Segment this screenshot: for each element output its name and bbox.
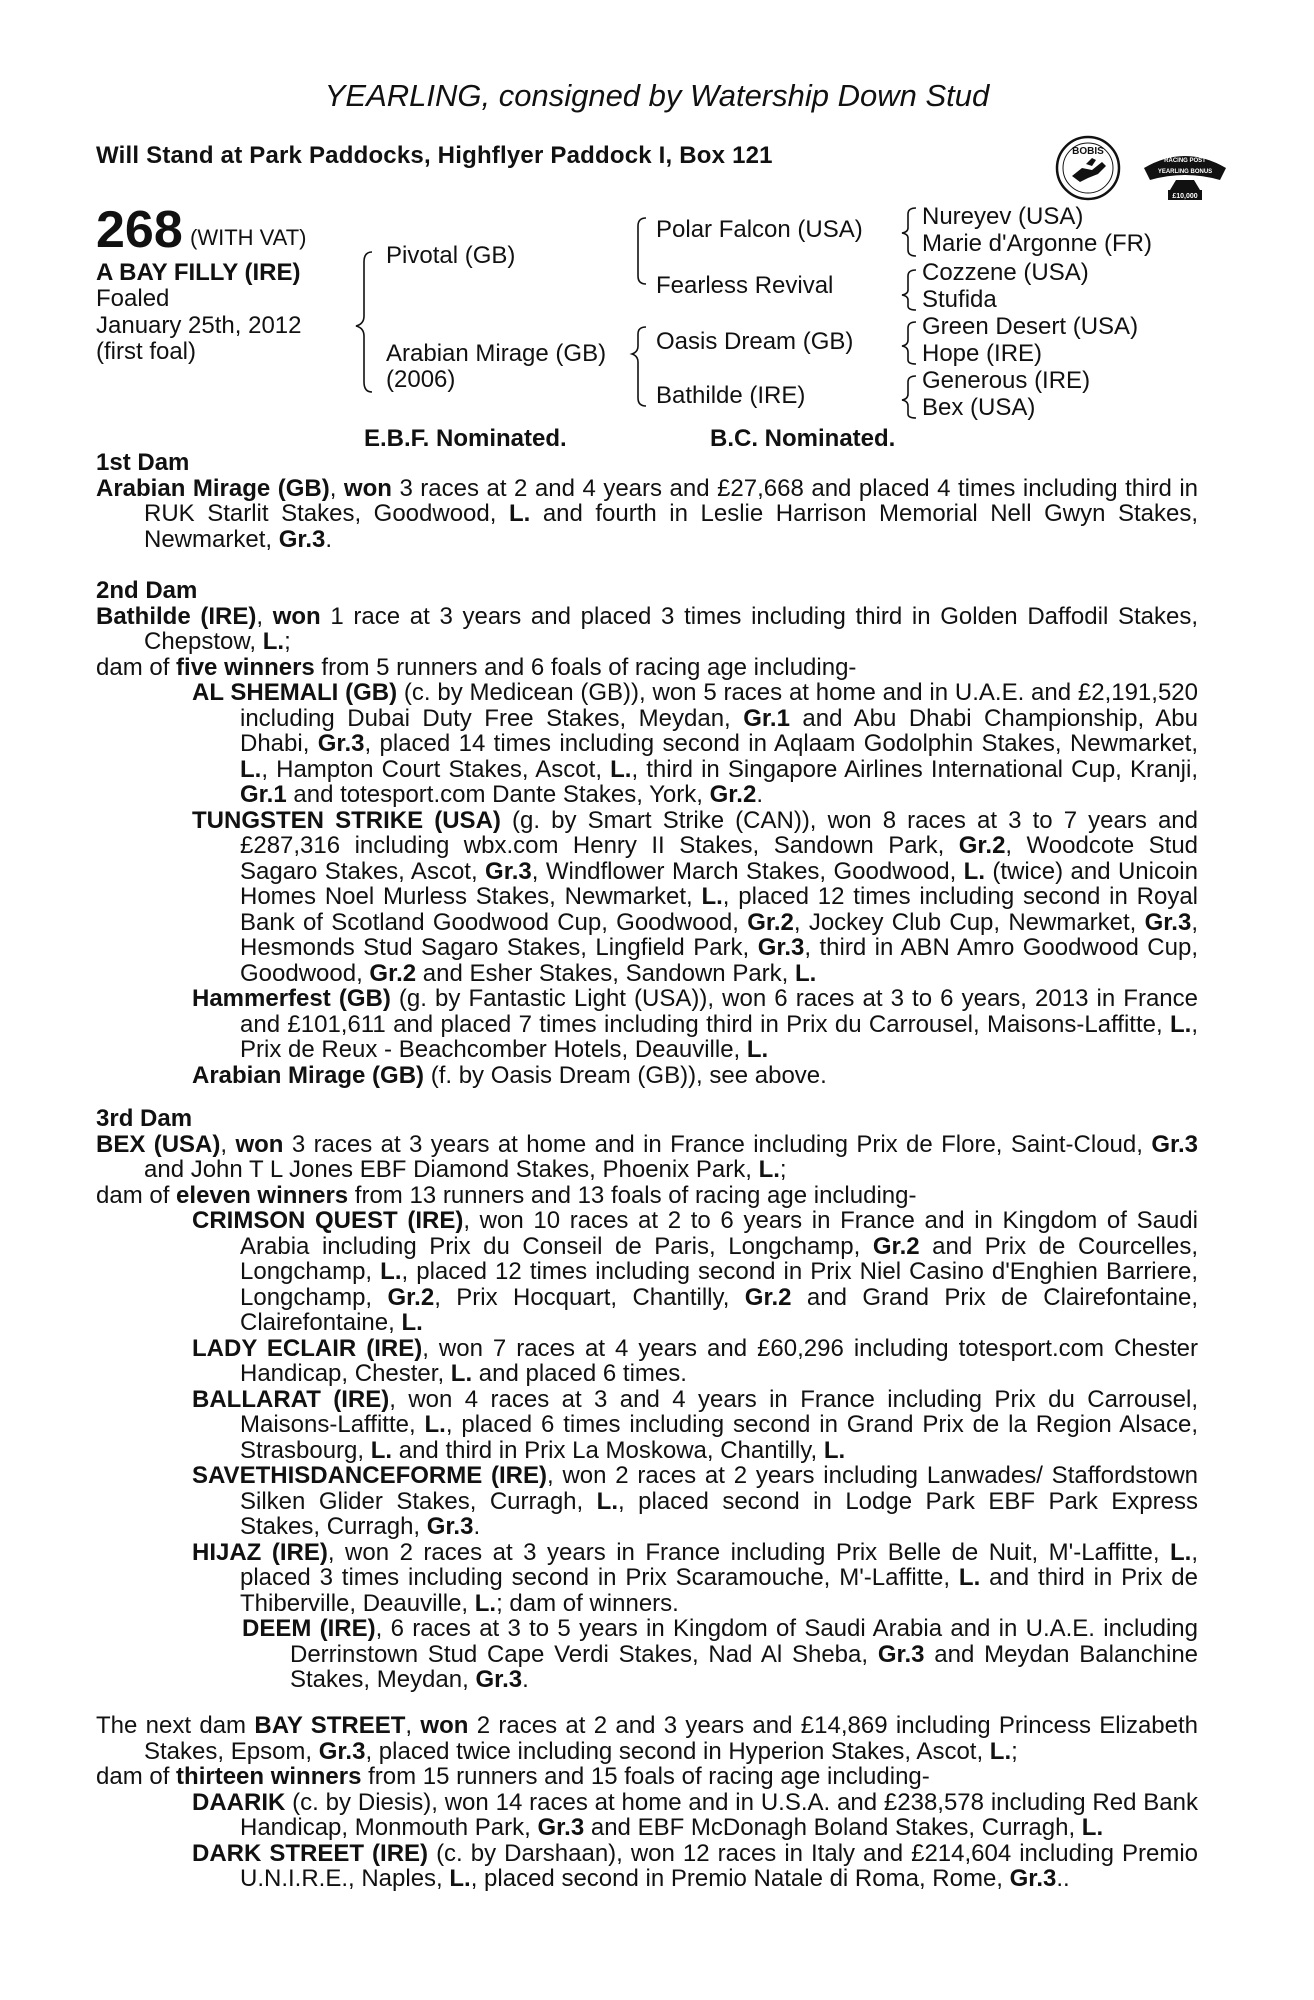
third-dam-record: BEX (USA), won 3 races at 3 years at home and in France including Prix de Flore, Saint-Cloud, Gr.3 and John T L Jones EBF Diamond Stakes, Phoenix Park, L.; [96,1130,1199,1183]
second-dam-record: Bathilde (IRE), won 1 race at 3 years and placed 3 times including third in Golden Daffodil Stakes, Chepstow, L.; [96,602,1198,655]
first-dam-record: Arabian Mirage (GB), won 3 races at 2 and 4 years and £27,668 and placed 4 times including third in RUK Starlit Stakes, Goodwood, L. and fourth in Leslie Harrison Memorial Nell Gwyn Stakes, Newmarket, Gr.3. [96,474,1199,553]
svg-text:YEARLING BONUS: YEARLING BONUS [1157,169,1213,175]
pedigree-sire-dam: Fearless Revival [656,272,834,299]
second-dam-heading: 2nd Dam [96,577,198,604]
pedigree-dam-dam: Bathilde (IRE) [656,382,806,409]
svg-text:RACING POST: RACING POST [1164,158,1206,164]
bc-nominated: B.C. Nominated. [710,425,896,452]
pedigree-g3-3: Cozzene (USA) [922,259,1089,286]
list-item: LADY ECLAIR (IRE), won 7 races at 4 years and £60,296 including totesport.com Chester Handicap, Chester, L. and placed 6 times. [192,1334,1198,1387]
list-item: TUNGSTEN STRIKE (USA) (g. by Smart Strike (CAN)), won 8 races at 3 to 7 years and £287,316 including wbx.com Henry II Stakes, Sandown Park, Gr.2, Woodcote Stud Sagaro Stakes, Ascot, Gr.3, Windflower March Stakes, Goodwood, L. (twice) and Unicoin Homes Noel Murless Stakes, Newmarket, L., placed 12 times including second in Royal Bank of Scotland Goodwood Cup, Goodwood, Gr.2, Jockey Club Cup, Newmarket, Gr.3, Hesmonds Stud Sagaro Stakes, Lingfield Park, Gr.3, third in ABN Amro Goodwood Cup, Goodwood, Gr.2 and Esher Stakes, Sandown Park, L. [192,806,1199,987]
list-item-sub: DEEM (IRE), 6 races at 3 to 5 years in Kingdom of Saudi Arabia and in U.A.E. including Derrinstown Stud Cape Verdi Stakes, Nad Al Sheba, Gr.3 and Meydan Balanchine Stakes, Meydan, Gr.3. [242,1615,1199,1693]
foaled-label: Foaled [96,285,170,312]
list-item: BALLARAT (IRE), won 4 races at 3 and 4 years in France including Prix du Carrousel, Maisons-Laffitte, L., placed 6 times including second in Grand Prix de la Region Alsace, Strasbourg, L. and third in Prix La Moskowa, Chantilly, L. [192,1385,1198,1464]
pedigree-sire-sire: Polar Falcon (USA) [656,216,863,243]
pedigree-dam-year: (2006) [386,366,456,393]
pedigree-dam-sire: Oasis Dream (GB) [656,328,854,355]
second-dam-section [96,578,1198,1088]
foaled-date: January 25th, 2012 [96,312,302,339]
pedigree-g3-1: Nureyev (USA) [922,203,1084,230]
third-dam-heading: 3rd Dam [96,1105,193,1132]
list-item: DARK STREET (IRE) (c. by Darshaan), won 12 races in Italy and £214,604 including Premio U.N.I.R.E., Naples, L., placed second in Premio Natale di Roma, Rome, Gr.3.. [192,1839,1199,1892]
svg-text:RACING POST YEARLING BONUS £10: RACING POST YEARLING BONUS £10,000 [1142,204,1162,205]
list-item: AL SHEMALI (GB) (c. by Medicean (GB)), won 5 races at home and in U.A.E. and £2,191,520 including Dubai Duty Free Stakes, Meydan, Gr.1 and Abu Dhabi Championship, Abu Dhabi, Gr.3, placed 14 times including second in Aqlaam Godolphin Stakes, Newmarket, L., Hampton Court Stakes, Ascot, L., third in Singapore Airlines International Cup, Kranji, Gr.1 and totesport.com Dante Stakes, York, Gr.2. [192,679,1199,808]
next-dam-record: The next dam BAY STREET, won 2 races at 2 and 3 years and £14,869 including Princess Elizabeth Stakes, Epsom, Gr.3, placed twice including second in Hyperion Stakes, Ascot, L.; [96,1712,1198,1765]
first-dam-heading: 1st Dam [96,449,190,476]
pedigree-dam: Arabian Mirage (GB) [386,340,607,367]
svg-text:£10,000: £10,000 [1172,193,1198,200]
list-item: DAARIK (c. by Diesis), won 14 races at home and in U.S.A. and £238,578 including Red Bank Handicap, Monmouth Park, Gr.3 and EBF McDonagh Boland Stakes, Curragh, L. [192,1788,1198,1841]
page-title: YEARLING, consigned by Watership Down Stud [324,78,990,113]
pedigree-g3-7: Generous (IRE) [922,367,1091,394]
third-dam-produce-summary: dam of eleven winners from 13 runners and 13 foals of racing age including- [96,1181,917,1209]
list-item: Arabian Mirage (GB) (f. by Oasis Dream (GB)), see above. [192,1061,827,1089]
ebf-nominated: E.B.F. Nominated. [364,425,567,452]
list-item: Hammerfest (GB) (g. by Fantastic Light (USA)), won 6 races at 3 to 6 years, 2013 in France and £101,611 and placed 7 times including third in Prix du Carrousel, Maisons-Laffitte, L., Prix de Reux - Beachcomber Hotels, Deauville, L. [192,985,1198,1063]
pedigree-g3-4: Stufida [922,286,997,313]
next-dam-section [96,1713,1198,1892]
second-dam-produce-summary: dam of five winners from 5 runners and 6 foals of racing age including- [96,653,857,681]
next-dam-produce-summary: dam of thirteen winners from 15 runners and 15 foals of racing age including- [96,1763,930,1790]
pedigree-g3-2: Marie d'Argonne (FR) [922,230,1152,257]
third-dam-section [96,1106,1198,1693]
pedigree-g3-6: Hope (IRE) [922,340,1043,367]
pedigree-g3-5: Green Desert (USA) [922,313,1139,340]
list-item: SAVETHISDANCEFORME (IRE), won 2 races at 2 years including Lanwades/ Staffordstown Silken Glider Stakes, Curragh, L., placed second in Lodge Park EBF Park Express Stakes, Curragh, Gr.3. [192,1462,1198,1540]
lot-number: 268 [96,201,183,259]
vat-note: (WITH VAT) [190,225,307,250]
svg-text:BOBIS: BOBIS [1072,146,1104,157]
stand-location: Will Stand at Park Paddocks, Highflyer Paddock I, Box 121 [96,142,773,169]
list-item: HIJAZ (IRE), won 2 races at 3 years in France including Prix Belle de Nuit, M'-Laffitte, L., placed 3 times including second in Prix Scaramouche, M'-Laffitte, L. and third in Prix de Thiberville, Deauville, L.; dam of winners. [192,1538,1199,1617]
list-item: CRIMSON QUEST (IRE), won 10 races at 2 to 6 years in France and in Kingdom of Saudi Arabia including Prix du Conseil de Paris, Longchamp, Gr.2 and Prix de Courcelles, Longchamp, L., placed 12 times including second in Prix Niel Casino d'Enghien Barriere, Longchamp, Gr.2, Prix Hocquart, Chantilly, Gr.2 and Grand Prix de Clairefontaine, Clairefontaine, L. [192,1207,1199,1336]
first-dam-section [96,450,1198,552]
lot-name: A BAY FILLY (IRE) [96,259,301,286]
first-foal-note: (first foal) [96,338,197,365]
pedigree-sire: Pivotal (GB) [386,242,516,269]
pedigree-g3-8: Bex (USA) [922,394,1036,421]
